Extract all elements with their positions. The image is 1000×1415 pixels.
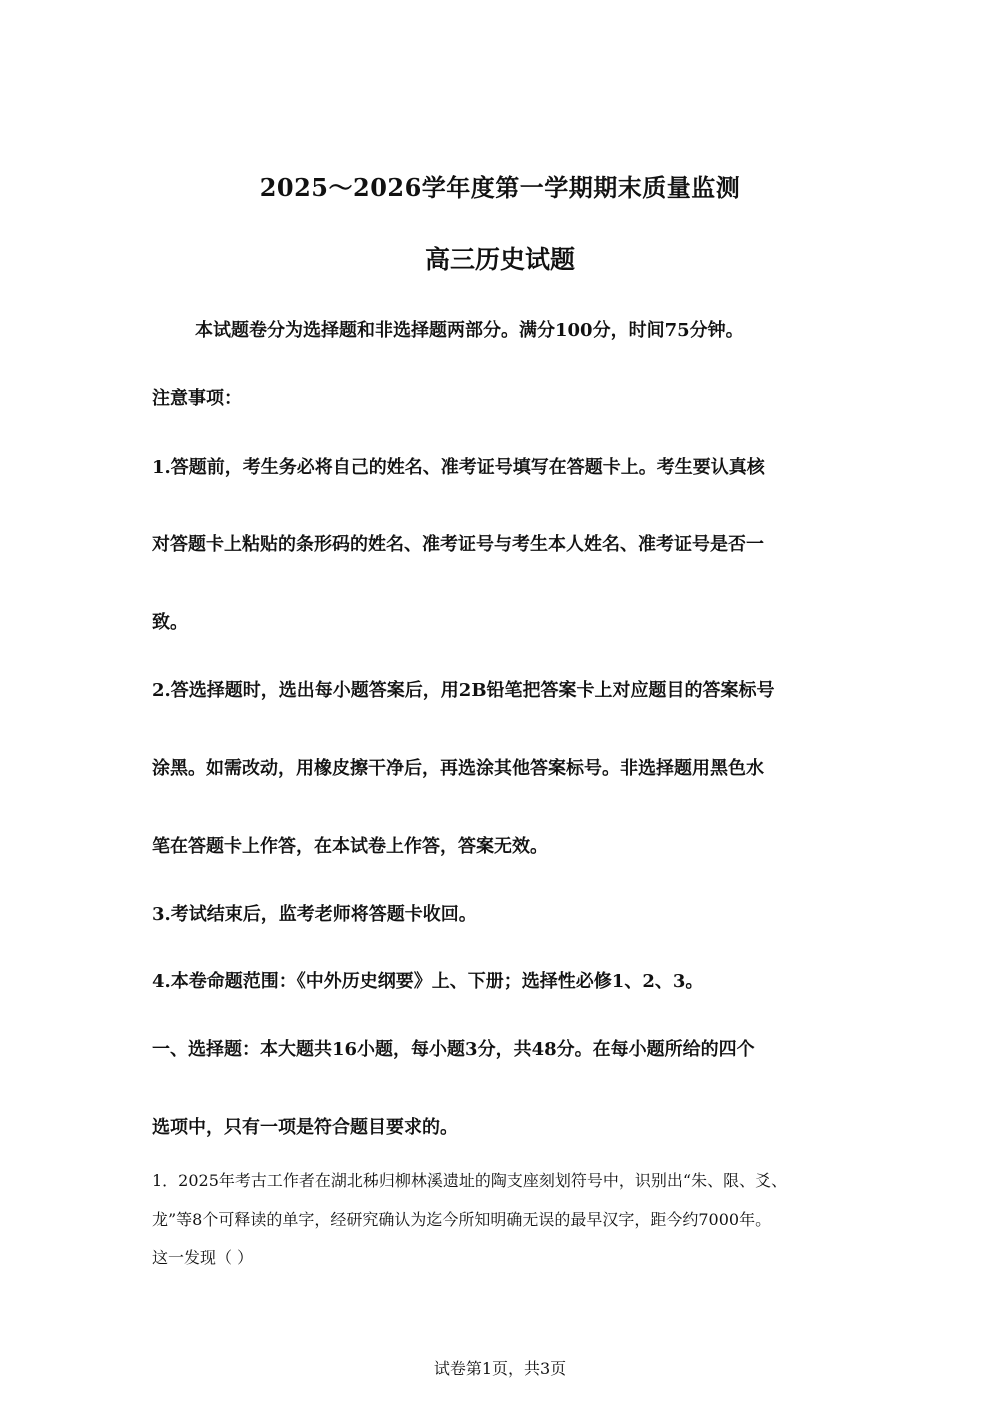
- question-1-line-2: 龙”等8个可释读的单字，经研究确认为迄今所知明确无误的最早汉字，距今约7000年。: [152, 1210, 772, 1229]
- page-footer: 试卷第1页，共3页: [433, 1359, 567, 1378]
- notice-item-1-line-3: 致。: [152, 612, 188, 633]
- notice-item-2-line-3: 笔在答题卡上作答，在本试卷上作答，答案无效。: [152, 836, 548, 857]
- notice-heading: 注意事项：: [152, 388, 242, 409]
- section-1-heading-line-2: 选项中，只有一项是符合题目要求的。: [152, 1117, 458, 1138]
- exam-subtitle: 高三历史试题: [424, 245, 575, 274]
- exam-intro: 本试题卷分为选择题和非选择题两部分。满分100分，时间75分钟。: [195, 320, 744, 341]
- section-1-heading-line-1: 一、选择题：本大题共16小题，每小题3分，共48分。在每小题所给的四个: [152, 1039, 755, 1060]
- notice-item-4: 4.本卷命题范围：《中外历史纲要》上、下册；选择性必修1、2、3。: [152, 971, 704, 992]
- question-1-line-3: 这一发现（ ）: [152, 1248, 254, 1267]
- notice-item-1-line-2: 对答题卡上粘贴的条形码的姓名、准考证号与考生本人姓名、准考证号是否一: [152, 534, 764, 555]
- notice-item-2-line-1: 2.答选择题时，选出每小题答案后，用2B铅笔把答案卡上对应题目的答案标号: [152, 680, 775, 701]
- question-1-line-1: 1．2025年考古工作者在湖北秭归柳林溪遗址的陶支座刻划符号中，识别出“朱、限、爻、: [152, 1171, 788, 1190]
- notice-item-1-line-1: 1.答题前，考生务必将自己的姓名、准考证号填写在答题卡上。考生要认真核: [152, 457, 765, 478]
- notice-item-3: 3.考试结束后，监考老师将答题卡收回。: [152, 904, 477, 925]
- notice-item-2-line-2: 涂黑。如需改动，用橡皮擦干净后，再选涂其他答案标号。非选择题用黑色水: [152, 758, 764, 779]
- exam-title: 2025～2026学年度第一学期期末质量监测: [259, 173, 741, 202]
